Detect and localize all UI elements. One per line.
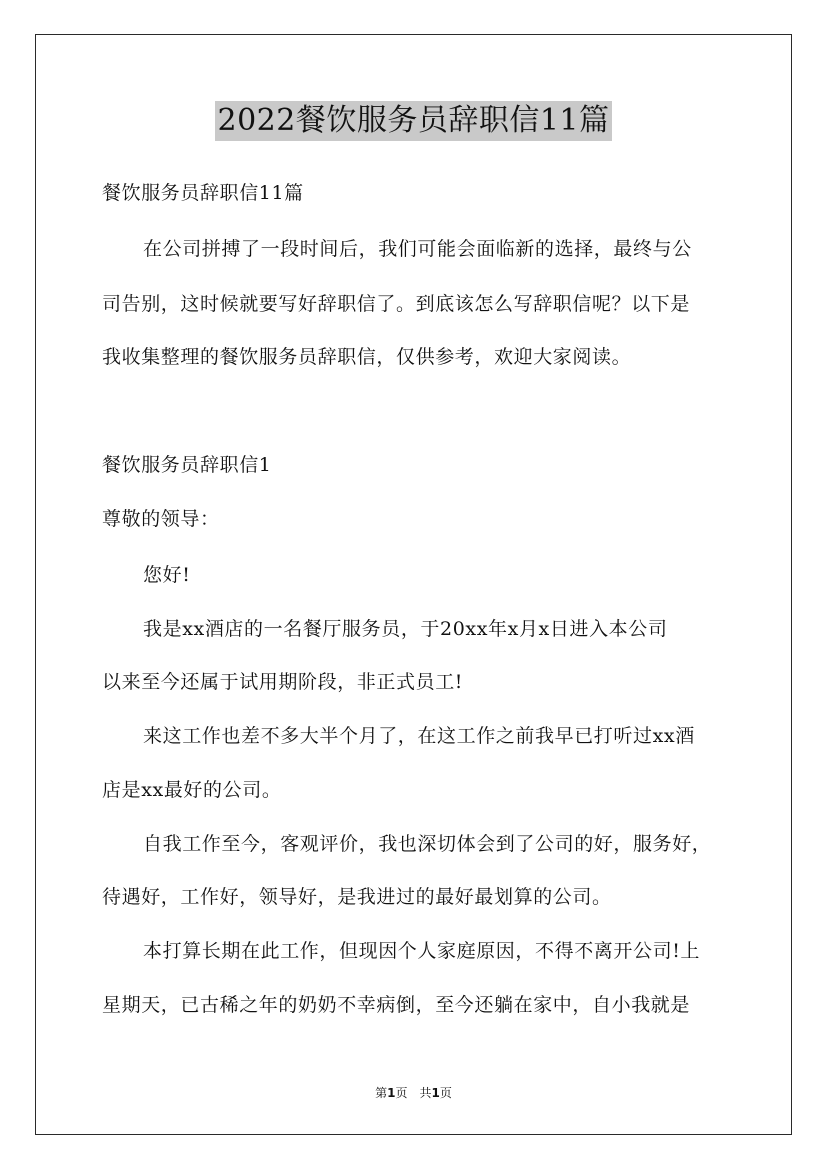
salutation: 尊敬的领导： [102,508,220,530]
paragraph-line: 我收集整理的餐饮服务员辞职信，仅供参考，欢迎大家阅读。 [102,346,632,368]
paragraph-line: 以来至今还属于试用期阶段，非正式员工! [102,671,464,693]
paragraph-line: 本打算长期在此工作，但现因个人家庭原因，不得不离开公司!上 [143,940,701,962]
paragraph-line: 我是xx酒店的一名餐厅服务员，于20xx年x月x日进入本公司 [143,618,668,640]
paragraph-line: 店是xx最好的公司。 [102,779,282,801]
paragraph-line: 在公司拼搏了一段时间后，我们可能会面临新的选择，最终与公 [143,238,692,260]
greeting: 您好! [143,564,191,586]
section-heading: 餐饮服务员辞职信1 [102,454,272,476]
page-footer [0,1085,827,1101]
footer-prefix: 第 [375,1086,388,1100]
paragraph-line: 自我工作至今，客观评价，我也深切体会到了公司的好，服务好， [143,833,712,855]
document-title: 2022餐饮服务员辞职信11篇 [215,101,611,141]
paragraph-line: 司告别，这时候就要写好辞职信了。到底该怎么写辞职信呢？以下是 [102,293,691,315]
paragraph-line: 来这工作也差不多大半个月了，在这工作之前我早已打听过xx酒 [143,725,695,747]
paragraph-line: 待遇好，工作好，领导好，是我进过的最好最划算的公司。 [102,886,612,908]
footer-page-total: 1 [431,1086,440,1100]
title-container [0,101,827,141]
footer-mid: 页 共 [395,1086,432,1100]
footer-page-current: 1 [387,1086,396,1100]
paragraph-line: 星期天，已古稀之年的奶奶不幸病倒，至今还躺在家中，自小我就是 [102,994,691,1016]
footer-suffix: 页 [439,1086,452,1100]
subtitle-line: 餐饮服务员辞职信11篇 [102,182,304,204]
